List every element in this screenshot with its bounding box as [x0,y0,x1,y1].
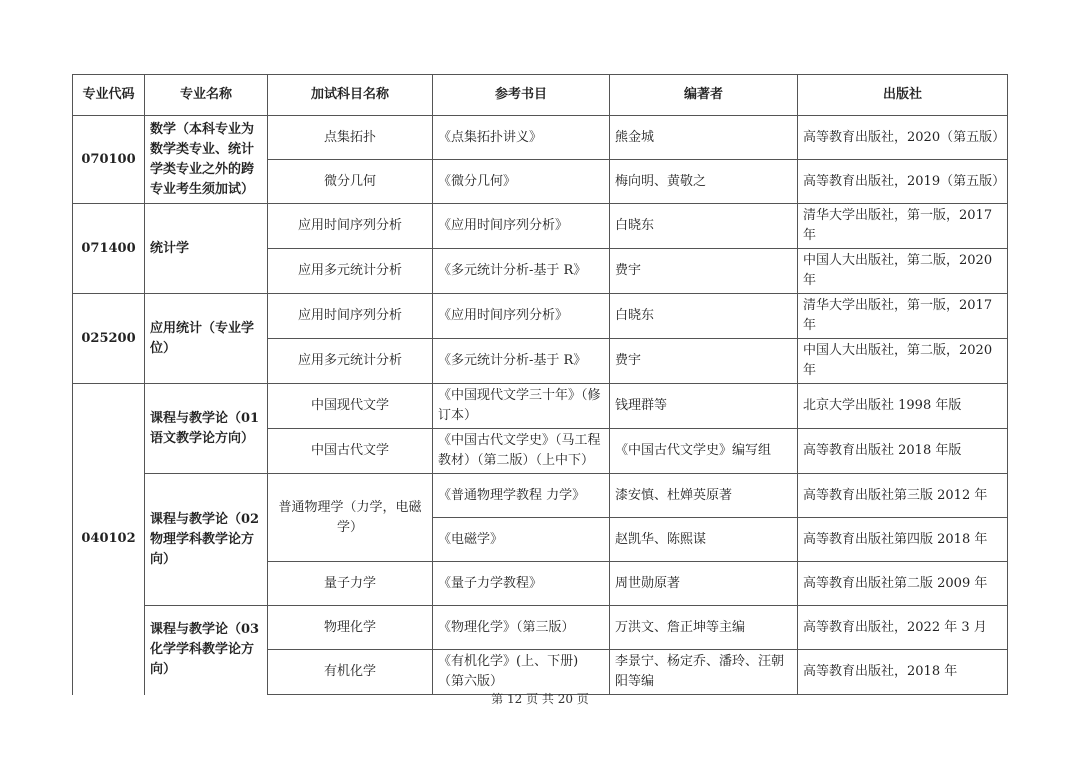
publisher-cell: 高等教育出版社，2020（第五版） [798,116,1008,160]
major-code-cell: 025200 [73,294,145,384]
book-cell: 《量子力学教程》 [433,562,610,606]
header-major-code: 专业代码 [73,75,145,116]
publisher-cell: 高等教育出版社第四版 2018 年 [798,518,1008,562]
author-cell: 李景宁、杨定乔、潘玲、汪朝阳等编 [610,650,798,695]
header-subject: 加试科目名称 [268,75,433,116]
book-cell: 《点集拓扑讲义》 [433,116,610,160]
table-row [73,294,1008,339]
publisher-cell: 高等教育出版社，2022 年 3 月 [798,606,1008,650]
reference-book-table [72,74,1008,695]
book-cell: 《普通物理学教程 力学》 [433,474,610,518]
subject-cell: 微分几何 [268,160,433,204]
table-row [73,116,1008,160]
author-cell: 白晓东 [610,294,798,339]
table-row [73,474,1008,518]
major-name-cell: 课程与教学论（02 物理学科教学论方向） [145,474,268,606]
subject-cell: 物理化学 [268,606,433,650]
book-cell: 《物理化学》（第三版） [433,606,610,650]
book-cell: 《多元统计分析-基于 R》 [433,249,610,294]
publisher-cell: 高等教育出版社，2019（第五版） [798,160,1008,204]
subject-cell: 点集拓扑 [268,116,433,160]
major-name-cell: 课程与教学论（03 化学学科教学论方向） [145,606,268,695]
author-cell: 熊金城 [610,116,798,160]
author-cell: 费宇 [610,249,798,294]
subject-cell: 有机化学 [268,650,433,695]
author-cell: 费宇 [610,339,798,384]
header-publisher: 出版社 [798,75,1008,116]
subject-cell: 应用多元统计分析 [268,339,433,384]
major-name-cell: 数学（本科专业为数学类专业、统计学类专业之外的跨专业考生须加试） [145,116,268,204]
subject-cell: 应用时间序列分析 [268,294,433,339]
table-row [73,384,1008,429]
major-name-cell: 课程与教学论（01 语文教学论方向） [145,384,268,474]
book-cell: 《微分几何》 [433,160,610,204]
publisher-cell: 中国人大出版社，第二版，2020 年 [798,339,1008,384]
major-code-cell: 071400 [73,204,145,294]
page-number-footer: 第 12 页 共 20 页 [491,692,589,706]
author-cell: 漆安慎、杜婵英原著 [610,474,798,518]
author-cell: 梅向明、黄敬之 [610,160,798,204]
publisher-cell: 清华大学出版社，第一版，2017 年 [798,294,1008,339]
author-cell: 白晓东 [610,204,798,249]
book-cell: 《应用时间序列分析》 [433,294,610,339]
publisher-cell: 高等教育出版社第二版 2009 年 [798,562,1008,606]
subject-cell: 应用时间序列分析 [268,204,433,249]
author-cell: 《中国古代文学史》编写组 [610,429,798,474]
table-header-row [73,75,1008,116]
subject-cell: 中国现代文学 [268,384,433,429]
major-name-cell: 统计学 [145,204,268,294]
author-cell: 万洪文、詹正坤等主编 [610,606,798,650]
publisher-cell: 清华大学出版社，第一版，2017 年 [798,204,1008,249]
table-row [73,204,1008,249]
subject-cell: 普通物理学（力学，电磁学） [268,474,433,562]
publisher-cell: 北京大学出版社 1998 年版 [798,384,1008,429]
book-cell: 《多元统计分析-基于 R》 [433,339,610,384]
header-major-name: 专业名称 [145,75,268,116]
publisher-cell: 高等教育出版社第三版 2012 年 [798,474,1008,518]
header-author: 编著者 [610,75,798,116]
book-cell: 《中国古代文学史》（马工程教材）（第二版）（上中下） [433,429,610,474]
publisher-cell: 高等教育出版社，2018 年 [798,650,1008,695]
author-cell: 钱理群等 [610,384,798,429]
major-code-cell: 040102 [73,384,145,695]
major-code-cell: 070100 [73,116,145,204]
subject-cell: 量子力学 [268,562,433,606]
book-cell: 《应用时间序列分析》 [433,204,610,249]
major-name-cell: 应用统计（专业学位） [145,294,268,384]
author-cell: 周世勋原著 [610,562,798,606]
table-row [73,606,1008,650]
publisher-cell: 中国人大出版社，第二版，2020 年 [798,249,1008,294]
header-reference-book: 参考书目 [433,75,610,116]
book-cell: 《中国现代文学三十年》（修订本） [433,384,610,429]
subject-cell: 中国古代文学 [268,429,433,474]
book-cell: 《电磁学》 [433,518,610,562]
publisher-cell: 高等教育出版社 2018 年版 [798,429,1008,474]
author-cell: 赵凯华、陈熙谋 [610,518,798,562]
subject-cell: 应用多元统计分析 [268,249,433,294]
book-cell: 《有机化学》(上、下册)（第六版） [433,650,610,695]
